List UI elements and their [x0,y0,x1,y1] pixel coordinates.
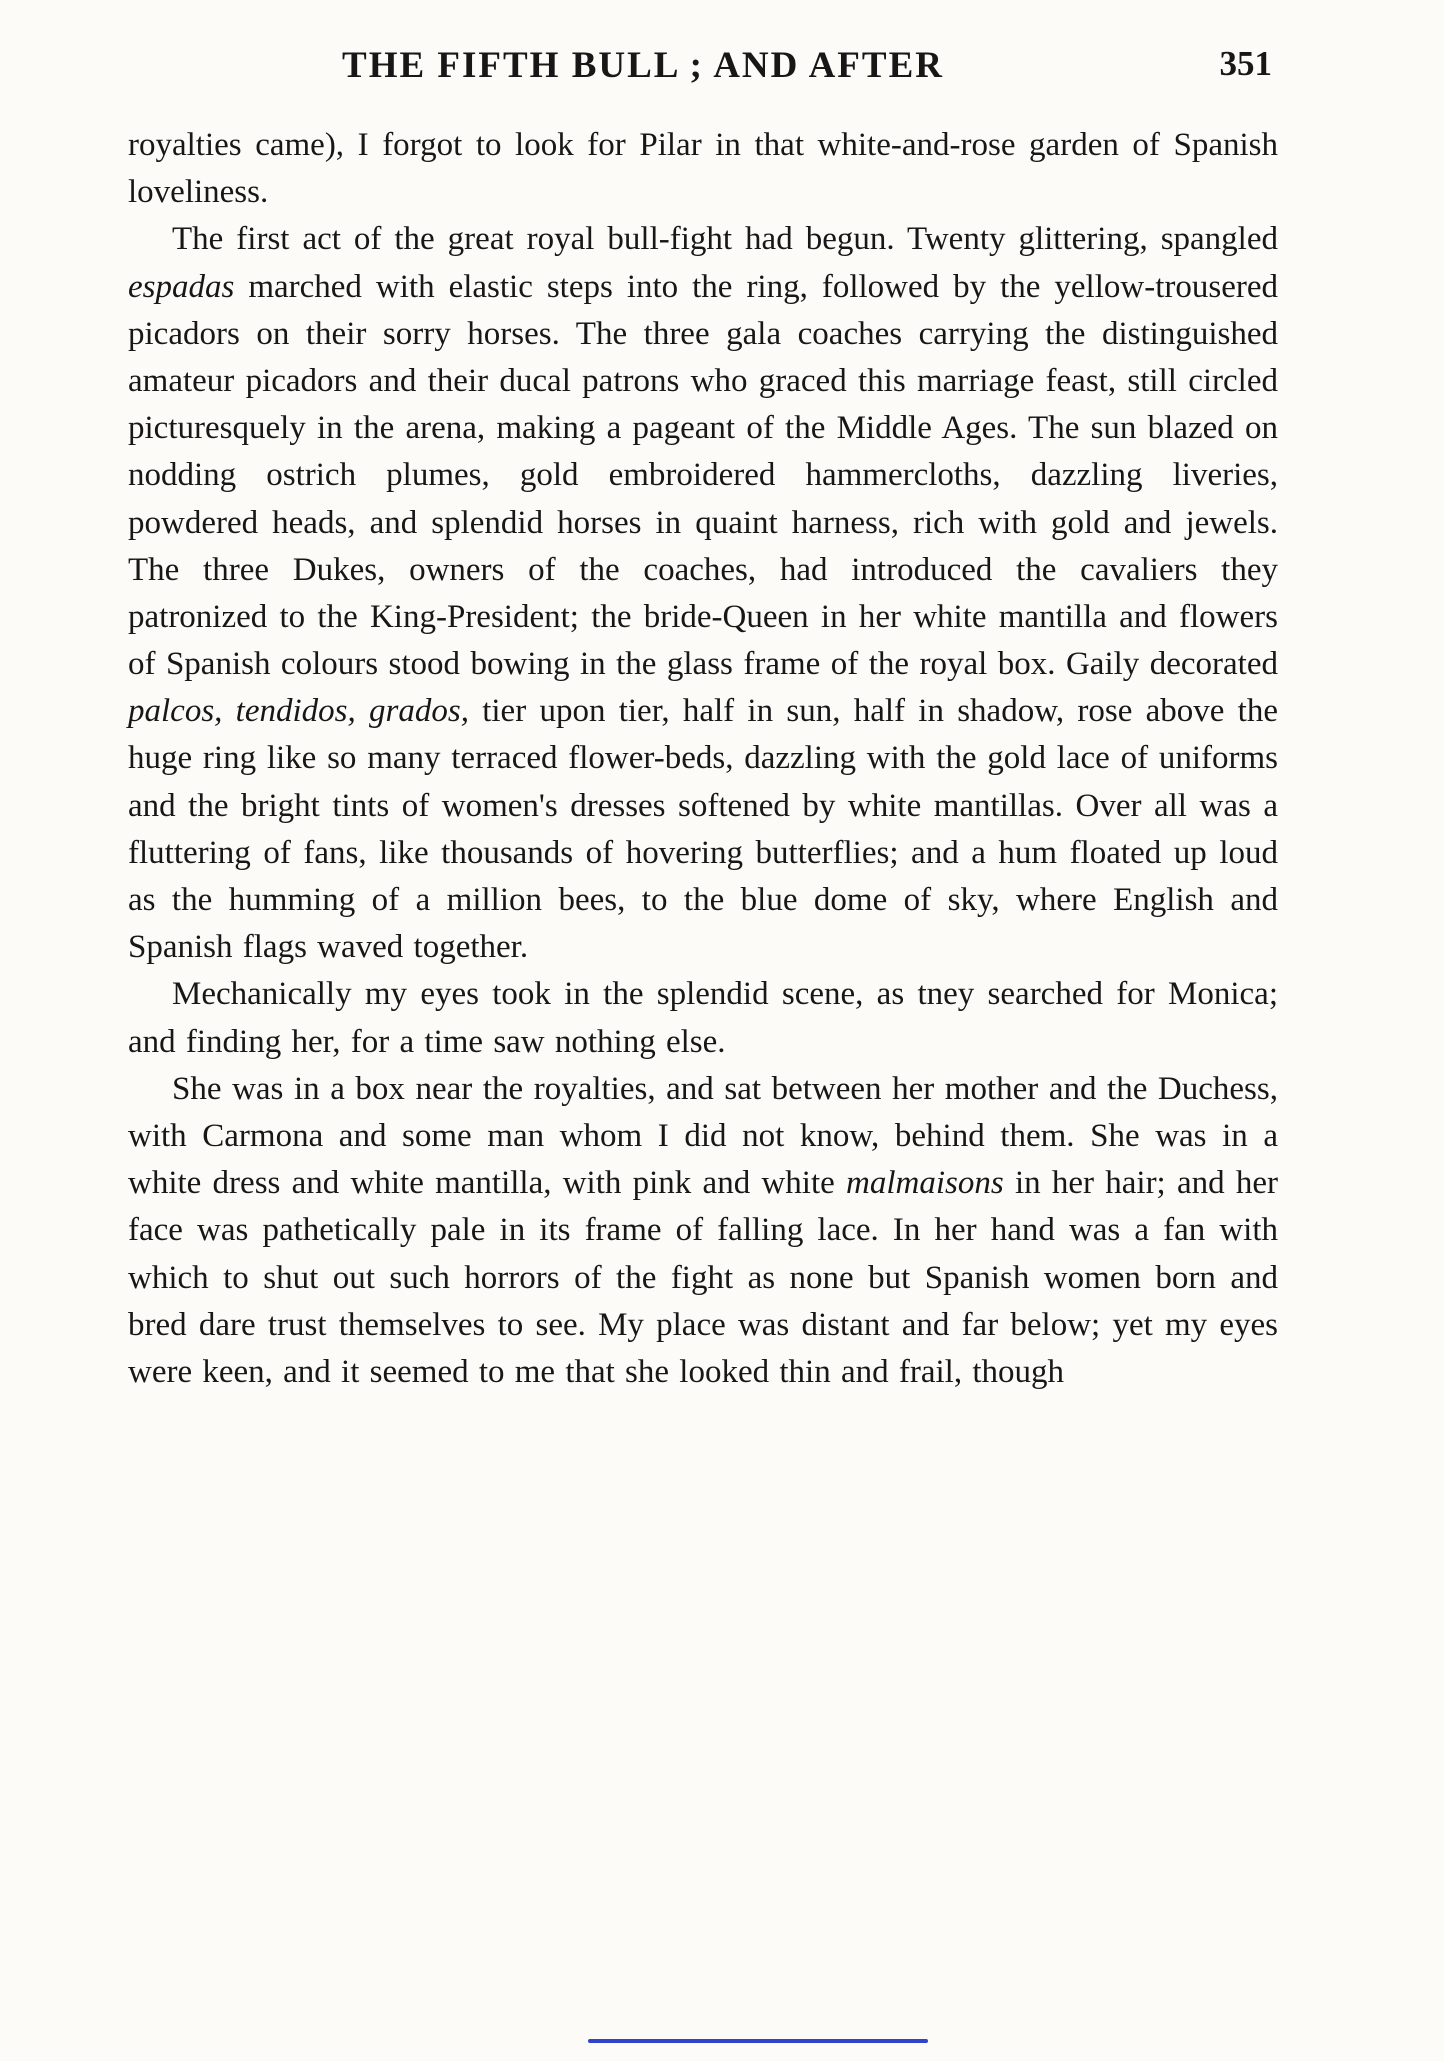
running-header [128,44,1278,96]
italic-text-segment: espadas [128,268,235,305]
text-column [128,44,1278,1396]
paragraph [128,122,1278,216]
text-segment: marched with elastic steps into the ring, followed by the yellow-trousered picadors on their sorry horses. The three gala coaches carrying the distinguished amateur picadors and their ducal patrons who graced this marriage feast, still circled picturesquely in the arena, making a pageant of the Middle Ages. The sun blazed on nodding ostrich plumes, gold embroidered hammercloths, dazzling liveries, powdered heads, and splendid horses in quaint harness, rich with gold and jewels. The three Dukes, owners of the coaches, had introduced the cavaliers they patronized to the King-President; the bride-Queen in her white mantilla and flowers of Spanish colours stood bowing in the glass frame of the royal box. Gaily decorated [128,268,1278,683]
page-body [128,122,1278,1396]
paragraph [128,216,1278,971]
text-segment: royalties came), I forgot to look for Pilar in that white-and-rose garden of Spanish loveliness. [128,127,1278,211]
italic-text-segment: malmaisons [846,1165,1004,1202]
header-title: THE FIFTH BULL ; AND AFTER [342,45,944,86]
paragraph [128,971,1278,1065]
text-segment: Mechanically my eyes took in the splendid scene, as tney searched for Monica; and finding her, for a time saw nothing else. [128,976,1278,1060]
page-number: 351 [1219,44,1272,83]
italic-text-segment: palcos, tendidos, grados, [128,693,469,730]
scan-artifact-line [588,2039,928,2043]
text-segment: tier upon tier, half in sun, half in shadow, rose above the huge ring like so many terraced flower-beds, dazzling with the gold lace of uniforms and the bright tints of women's dresses softened by white mantillas. Over all was a fluttering of fans, like thousands of hovering butterflies; and a hum floated up loud as the humming of a million bees, to the blue dome of sky, where English and Spanish flags waved together. [128,693,1279,966]
text-segment: She was in a box near the royalties, and sat between her mother and the Duchess, with Carmona and some man whom I did not know, behind them. She was in a white dress and white mantilla, with pink and white [128,1070,1278,1202]
paragraph [128,1066,1278,1396]
text-segment: The first act of the great royal bull-fight had begun. Twenty glittering, spangled [172,221,1278,258]
text-segment: in her hair; and her face was pathetically pale in its frame of falling lace. In her hand was a fan with which to shut out such horrors of the fight as none but Spanish women born and bred dare trust themselves to see. My place was distant and far below; yet my eyes were keen, and it seemed to me that she looked thin and frail, though [128,1165,1278,1390]
